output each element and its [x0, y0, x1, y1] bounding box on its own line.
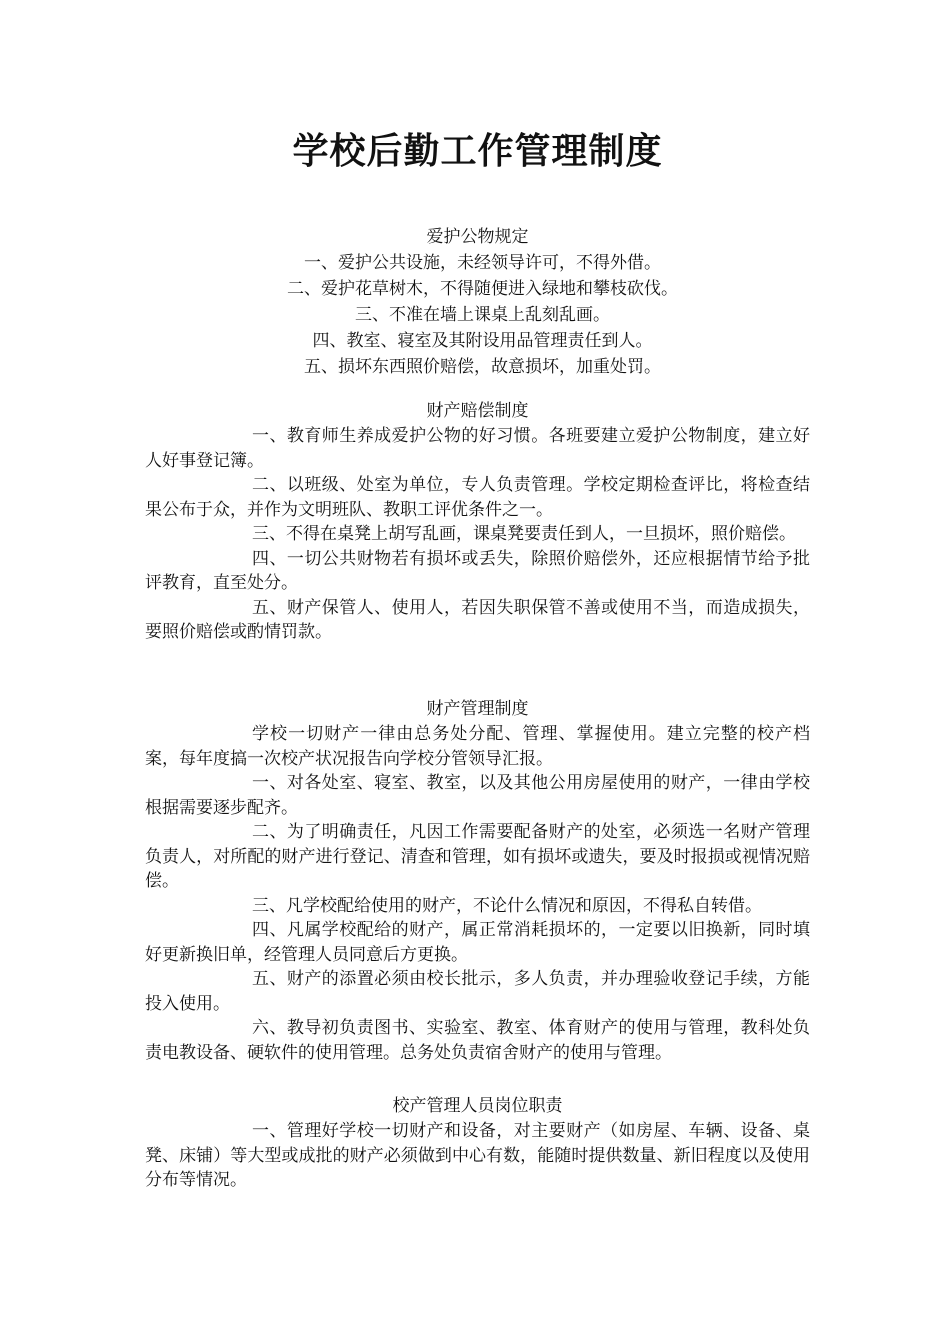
section-property-management: [145, 696, 810, 1065]
paragraph: 一、管理好学校一切财产和设备，对主要财产（如房屋、车辆、设备、桌凳、床铺）等大型或成批的财产必须做到中心有数，能随时提供数量、新旧程度以及使用分布等情况。: [145, 1121, 810, 1190]
rule-item: 四、教室、寝室及其附设用品管理责任到人。: [312, 331, 653, 351]
paragraph: 一、教育师生养成爱护公物的好习惯。各班要建立爱护公物制度，建立好人好事登记簿。: [145, 426, 810, 471]
paragraph: 学校一切财产一律由总务处分配、管理、掌握使用。建立完整的校产档案，每年度搞一次校产状况报告向学校分管领导汇报。: [145, 724, 810, 769]
paragraph: 四、一切公共财物若有损坏或丢失，除照价赔偿外，还应根据情节给予批评教育，直至处分。: [145, 548, 810, 593]
rule-item: 一、爱护公共设施，未经领导许可，不得外借。: [304, 253, 661, 273]
paragraph: 二、为了明确责任，凡因工作需要配备财产的处室，必须选一名财产管理负责人，对所配的财产进行登记、清查和管理，如有损坏或遗失，要及时报损或视情况赔偿。: [145, 822, 810, 891]
section-title: 校产管理人员岗位职责: [392, 1096, 563, 1116]
paragraph: 三、不得在桌凳上胡写乱画，课桌凳要责任到人，一旦损坏，照价赔偿。: [252, 524, 796, 544]
paragraph: 四、凡属学校配给的财产，属正常消耗损坏的，一定要以旧换新，同时填好更新换旧单，经管理人员同意后方更换。: [145, 920, 810, 965]
rule-item: 二、爱护花草树木，不得随便进入绿地和攀枝砍伐。: [287, 279, 678, 299]
rule-item: 五、损坏东西照价赔偿，故意损坏，加重处罚。: [304, 357, 661, 377]
section-title: 财产管理制度: [426, 699, 529, 719]
document-title: 学校后勤工作管理制度: [292, 130, 663, 172]
rule-item: 三、不准在墙上课桌上乱刻乱画。: [355, 305, 610, 325]
section-compensation-rules: [145, 398, 810, 645]
paragraph: 六、教导初负责图书、实验室、教室、体育财产的使用与管理，教科处负责电教设备、硬软件的使用管理。总务处负责宿舍财产的使用与管理。: [145, 1018, 810, 1063]
paragraph: 五、财产的添置必须由校长批示，多人负责，并办理验收登记手续，方能投入使用。: [145, 969, 810, 1014]
paragraph: 一、对各处室、寝室、教室，以及其他公用房屋使用的财产，一律由学校根据需要逐步配齐。: [145, 773, 810, 818]
paragraph: 三、凡学校配给使用的财产，不论什么情况和原因，不得私自转借。: [252, 895, 762, 916]
section-title: 爱护公物规定: [426, 227, 529, 247]
paragraph: 二、以班级、处室为单位，专人负责管理。学校定期检查评比，将检查结果公布于众，并作为文明班队、教职工评优条件之一。: [145, 475, 810, 520]
section-title: 财产赔偿制度: [426, 401, 529, 421]
paragraph: 五、财产保管人、使用人，若因失职保管不善或使用不当，而造成损失，要照价赔偿或酌情罚款。: [145, 597, 810, 642]
section-public-property-rules: [145, 224, 810, 380]
section-staff-duties: [145, 1093, 810, 1193]
